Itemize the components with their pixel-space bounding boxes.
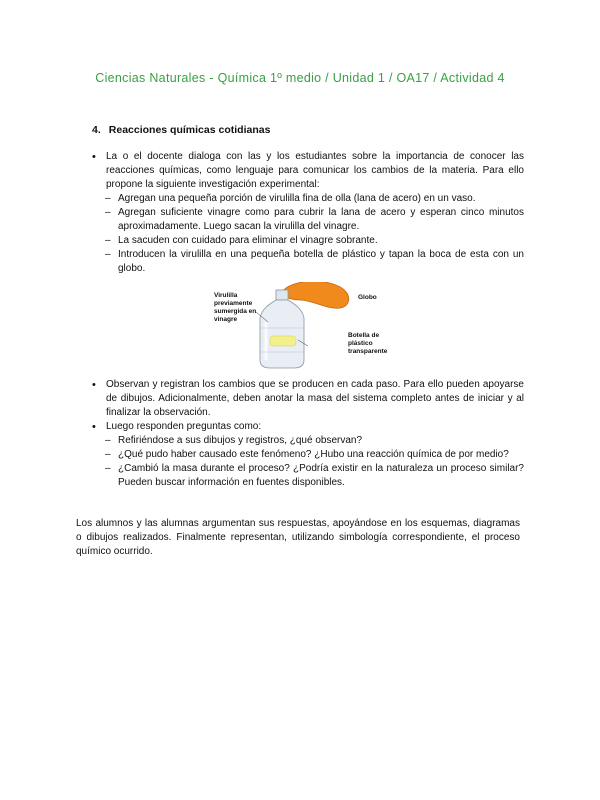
- activity-content: [92, 150, 524, 490]
- procedure-step: – La sacuden con cuidado para eliminar el vinagre sobrante.: [92, 234, 524, 248]
- steel-wool: [270, 336, 296, 346]
- closing-paragraph: Los alumnos y las alumnas argumentan sus respuestas, apoyándose en los esquemas, diagramas o dibujos realizados. Finalmente representan, utilizando simbología correspondiente, el proceso químico ocurrido.: [76, 518, 520, 557]
- label-virulilla: Virulilla previamente sumergida en vinagre: [214, 292, 257, 323]
- document-header: Ciencias Naturales - Química 1º medio / Unidad 1 / OA17 / Actividad 4: [95, 71, 505, 85]
- label-botella: Botella de plástico transparente: [348, 332, 388, 355]
- bullet-questions: [92, 420, 524, 434]
- question-list: [92, 434, 524, 490]
- question-item: – Refiriéndose a sus dibujos y registros, ¿qué observan?: [92, 434, 524, 448]
- bottle-neck: [276, 290, 288, 300]
- bullet-questions-text: Luego responden preguntas como:: [106, 421, 262, 432]
- procedure-steps: [92, 192, 524, 276]
- label-globo: Globo: [358, 294, 377, 301]
- procedure-step: – Introducen la virulilla en una pequeña botella de plástico y tapan la boca de esta con un globo.: [92, 248, 524, 276]
- section-title: Reacciones químicas cotidianas: [108, 124, 271, 136]
- bullet-observe-text: Observan y registran los cambios que se producen en cada paso. Para ello pueden apoyarse de dibujos. Adicionalmente, deben anotar la masa del sistema completo antes de iniciar y al finalizar la observación.: [106, 379, 524, 418]
- procedure-step: – Agregan suficiente vinagre como para cubrir la lana de acero y esperan cinco minutos aproximadamente. Luego sacan la virulilla del vinagre.: [92, 206, 524, 234]
- experiment-figure: [92, 282, 524, 374]
- section-heading: [92, 124, 270, 136]
- section-number: 4.: [92, 124, 101, 136]
- question-item: – ¿Cambió la masa durante el proceso? ¿Podría existir en la naturaleza un proceso similar? Pueden buscar información en fuentes disponibles.: [92, 462, 524, 490]
- question-item: – ¿Qué pudo haber causado este fenómeno? ¿Hubo una reacción química de por medio?: [92, 448, 524, 462]
- procedure-step: – Agregan una pequeña porción de virulilla fina de olla (lana de acero) en un vaso.: [92, 192, 524, 206]
- bullet-intro: [92, 150, 524, 192]
- bullet-intro-text: La o el docente dialoga con las y los estudiantes sobre la importancia de conocer las reacciones químicas, como lenguaje para comunicar los cambios de la materia. Para ello propone la siguiente investigación experimental:: [106, 151, 524, 190]
- bullet-observe: [92, 378, 524, 420]
